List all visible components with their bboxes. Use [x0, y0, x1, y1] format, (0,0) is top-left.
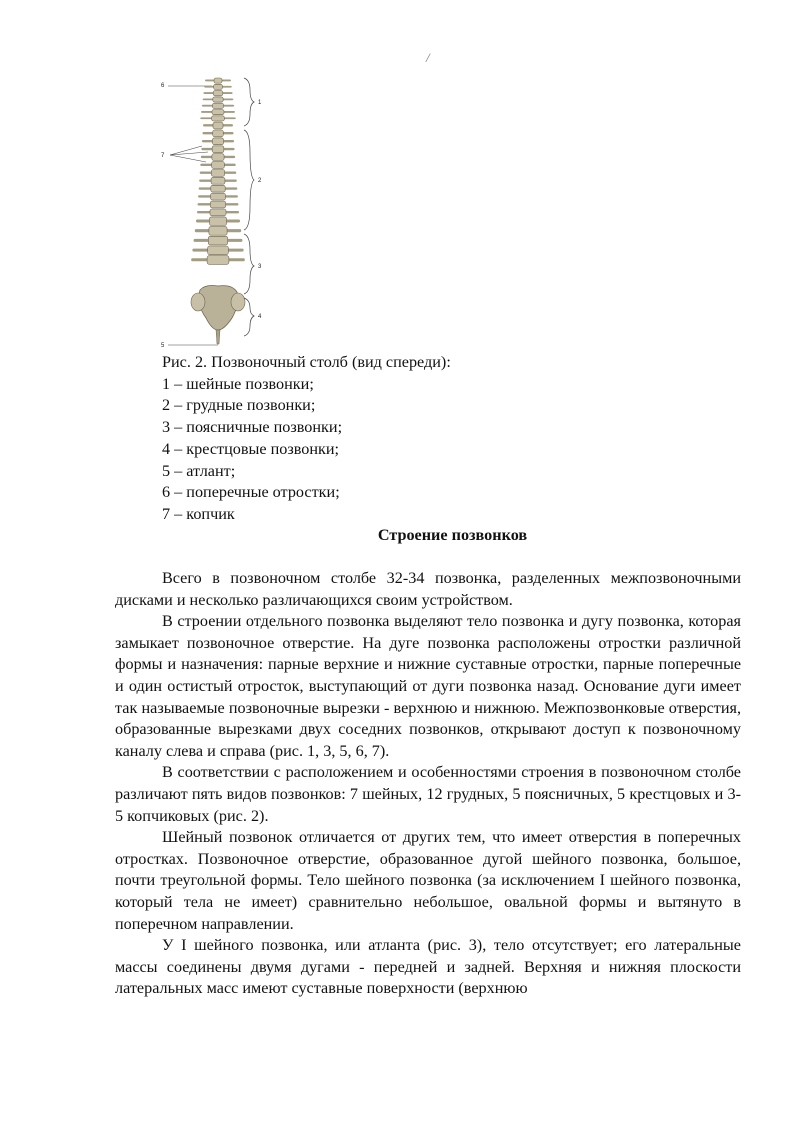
vertebra	[208, 236, 227, 245]
caption-item: 2 – грудные позвонки;	[162, 396, 316, 415]
vertebrae-group	[191, 78, 245, 264]
label-1: 1	[258, 100, 262, 106]
label-3: 3	[258, 264, 262, 270]
vertebra	[212, 103, 223, 108]
vertebra	[209, 227, 227, 236]
label-7: 7	[161, 153, 165, 159]
caption-item: 7 – копчик	[162, 504, 235, 523]
paragraph: В строении отдельного позвонка выделяют тело позвонка и дугу позвонка, которая замыкает позвоночное отверстие. На дуге позвонка расположены отростки различной формы и назначения: парные верхние и нижние суставные отростки, парные поперечные и один остистый отросток, выступающий от дуги позвонка назад. Основание дуги имеет так называемые позвоночные вырезки - верхнюю и нижнюю. Межпозвонковые отверстия, образованные вырезками двух соседних позвонков, открывают доступ к позвоночному каналу слева и справа (рис. 1, 3, 5, 6, 7).	[115, 612, 741, 760]
vertebra	[212, 162, 225, 169]
vertebra	[213, 91, 223, 96]
caption-item: 4 – крестцовые позвонки;	[162, 439, 340, 458]
vertebra	[210, 201, 226, 208]
vertebra	[208, 246, 229, 255]
section-heading: Строение позвонков	[377, 526, 528, 544]
vertebra	[212, 138, 223, 145]
vertebra	[213, 97, 223, 102]
spine-figure	[160, 72, 270, 354]
paragraph: В соответствии с расположением и особенностями строения в позвоночном столбе различают пять видов позвонков: 7 шейных, 12 грудных, 5 поясничных, 5 крестцовых и 3-5 копчиковых (рис. 2).	[115, 763, 741, 825]
vertebra	[213, 122, 223, 129]
label-5: 5	[161, 343, 165, 349]
vertebra	[212, 116, 225, 121]
vertebra	[210, 209, 226, 216]
vertebra	[214, 78, 222, 83]
vertebra	[211, 170, 224, 177]
label-6: 6	[161, 83, 165, 89]
vertebra	[211, 177, 225, 184]
vertebra	[212, 154, 224, 161]
caption-item: 3 – поясничные позвонки;	[162, 418, 343, 437]
vertebra	[212, 146, 224, 153]
spine-illustration	[160, 72, 270, 354]
paragraph: У I шейного позвонка, или атланта (рис. 3), тело отсутствует; его латеральные массы соединены двумя дугами - передней и задней. Верхняя и нижняя плоскости латеральных масс имеют суставные поверхности (верхнюю	[115, 936, 741, 998]
vertebra	[207, 256, 229, 265]
vertebra	[213, 130, 224, 137]
vertebra	[214, 84, 223, 89]
caption-item: 6 – поперечные отростки;	[162, 483, 340, 502]
vertebra	[210, 217, 227, 226]
figure-caption	[162, 352, 451, 526]
caption-item: 1 – шейные позвонки;	[162, 374, 314, 393]
caption-item: 5 – атлант;	[162, 461, 236, 480]
caption-title: Рис. 2. Позвоночный столб (вид спереди):	[162, 353, 451, 371]
corner-mark: /	[426, 50, 430, 65]
label-4: 4	[258, 314, 262, 320]
vertebra	[212, 110, 224, 115]
label-2: 2	[258, 178, 262, 184]
paragraph: Шейный позвонок отличается от других тем, что имеет отверстия в поперечных отростках. Позвоночное отверстие, образованное дугой шейного позвонка, большое, почти треугольной формы. Тело шейного позвонка (за исключением I шейного позвонка, который тела не имеет) сравнительно небольшое, овальной формы и вытянуто в поперечном направлении.	[115, 828, 741, 933]
vertebra	[211, 185, 225, 192]
vertebra	[211, 193, 226, 200]
body-text	[115, 568, 741, 1000]
paragraph: Всего в позвоночном столбе 32-34 позвонка, разделенных межпозвоночными дисками и несколько различающихся своим устройством.	[115, 569, 741, 609]
